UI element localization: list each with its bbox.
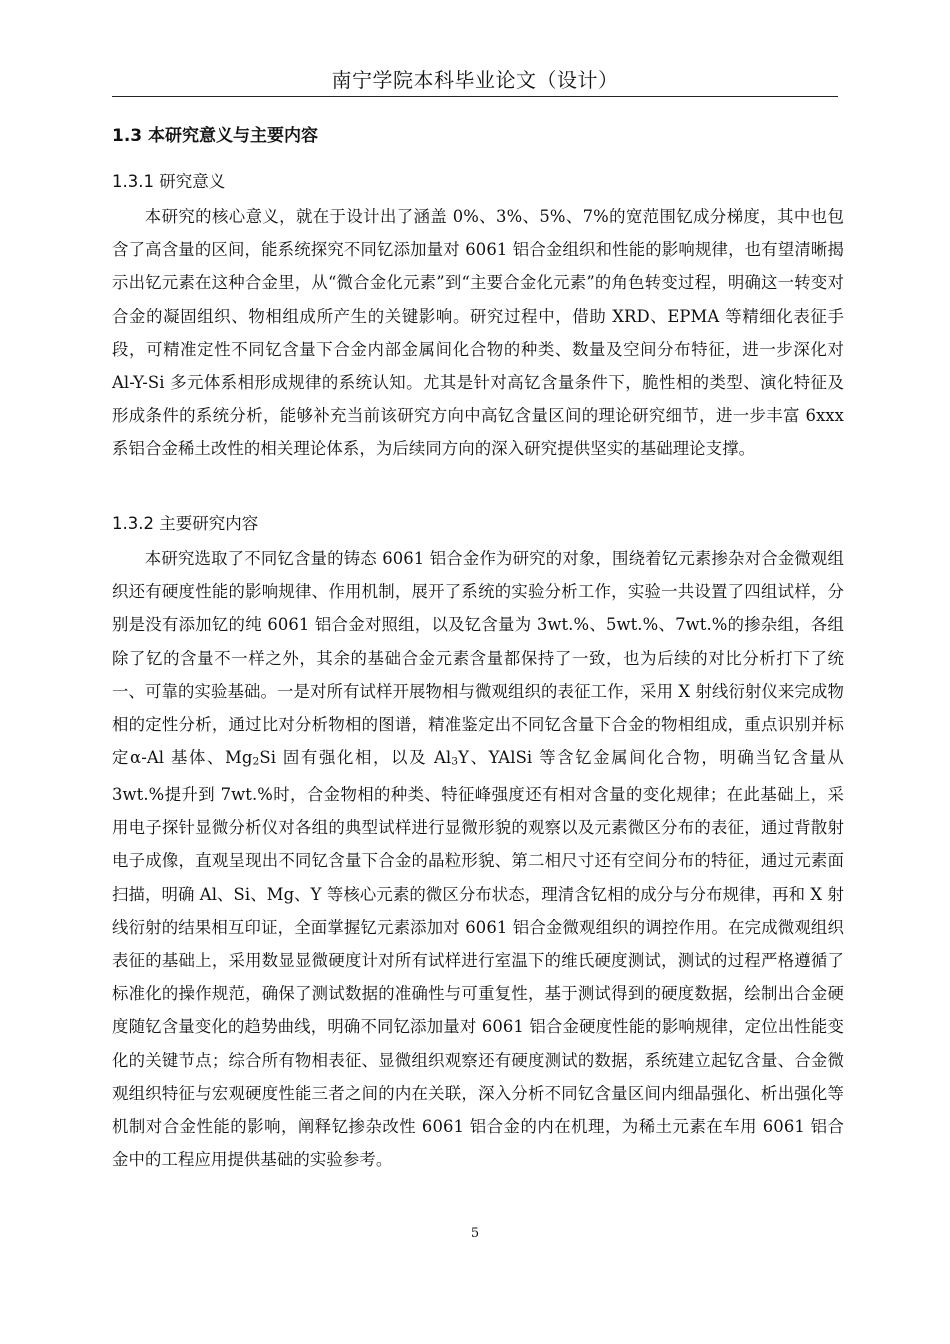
subscript-3: 3 [451, 754, 459, 768]
section-heading: 1.3 本研究意义与主要内容 [112, 126, 319, 146]
paragraph-main-content [112, 542, 844, 1176]
subsection-heading-significance: 1.3.1 研究意义 [112, 172, 226, 191]
header-divider [112, 96, 838, 97]
subsection-heading-content: 1.3.2 主要研究内容 [112, 514, 259, 533]
page-number: 5 [470, 1226, 480, 1241]
subscript-2: 2 [252, 754, 260, 768]
paragraph-significance: 本研究的核心意义，就在于设计出了涵盖 0%、3%、5%、7%的宽范围钇成分梯度，其中也包含了高含量的区间，能系统探究不同钇添加量对 6061 铝合金组织和性能的影响规律，也有望清晰揭示出钇元素在这种合金里，从“微合金化元素”到“主要合金化元素”的角色转变过程，明确这一转变对合金的凝固组织、物相组成所产生的关键影响。研究过程中，借助 XRD、EPMA 等精细化表征手段，可精准定性不同钇含量下合金内部金属间化合物的种类、数量及空间分布特征，进一步深化对 Al-Y-Si 多元体系相形成规律的系统认知。尤其是针对高钇含量条件下，脆性相的类型、演化特征及形成条件的系统分析，能够补充当前该研究方向中高钇含量区间的理论研究细节，进一步丰富 6xxx 系铝合金稀土改性的相关理论体系，为后续同方向的深入研究提供坚实的基础理论支撑。 [112, 207, 844, 459]
paragraph-main-content-part2: Si 固有强化相，以及 Al [259, 748, 452, 768]
running-header: 南宁学院本科毕业论文（设计） [331, 68, 619, 92]
paragraph-main-content-part3: Y、YAlSi 等含钇金属间化合物，明确当钇含量从 3wt.%提升到 7wt.%时，合金物相的种类、特征峰强度还有相对含量的变化规律；在此基础上，采用电子探针显微分析仪对各组的典型试样进行显微形貌的观察以及元素微区分布的表征，通过背散射电子成像，直观呈现出不同钇含量下合金的晶粒形貌、第二相尺寸还有空间分布的特征，通过元素面扫描，明确 Al、Si、Mg、Y 等核心元素的微区分布状态，理清含钇相的成分与分布规律，再和 X 射线衍射的结果相互印证，全面掌握钇元素添加对 6061 铝合金微观组织的调控作用。在完成微观组织表征的基础上，采用数显显微硬度计对所有试样进行室温下的维氏硬度测试，测试的过程严格遵循了标准化的操作规范，确保了测试数据的准确性与可重复性，基于测试得到的硬度数据，绘制出合金硬度随钇含量变化的趋势曲线，明确不同钇添加量对 6061 铝合金硬度性能的影响规律，定位出性能变化的关键节点；综合所有物相表征、显微组织观察还有硬度测试的数据，系统建立起钇含量、合金微观组织特征与宏观硬度性能三者之间的内在关联，深入分析不同钇含量区间内细晶强化、析出强化等机制对合金性能的影响，阐释钇掺杂改性 6061 铝合金的内在机理，为稀土元素在车用 6061 铝合金中的工程应用提供基础的实验参考。 [112, 748, 844, 1170]
paragraph-main-content-part1: 本研究选取了不同钇含量的铸态 6061 铝合金作为研究的对象，围绕着钇元素掺杂对合金微观组织还有硬度性能的影响规律、作用机制，展开了系统的实验分析工作，实验一共设置了四组试样，分别是没有添加钇的纯 6061 铝合金对照组，以及钇含量为 3wt.%、5wt.%、7wt.%的掺杂组，各组除了钇的含量不一样之外，其余的基础合金元素含量都保持了一致，也为后续的对比分析打下了统一、可靠的实验基础。一是对所有试样开展物相与微观组织的表征工作，采用 X 射线衍射仪来完成物相的定性分析，通过比对分析物相的图谱，精准鉴定出不同钇含量下合金的物相组成，重点识别并标定α-Al 基体、Mg [112, 549, 844, 768]
